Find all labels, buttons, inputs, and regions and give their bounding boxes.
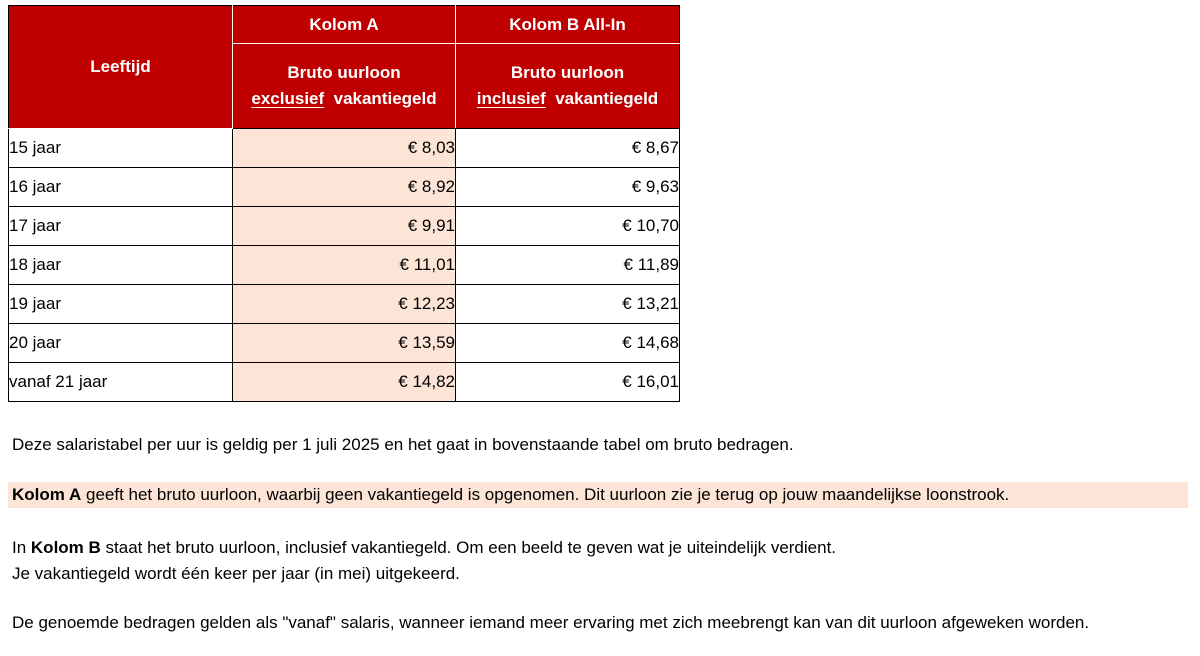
col-b-note-bold: Kolom B <box>30 538 101 557</box>
col-b-sub-rest: vakantiegeld <box>555 89 659 108</box>
col-b-cell: € 9,63 <box>456 168 680 207</box>
table-row <box>9 129 680 168</box>
col-a-cell: € 13,59 <box>233 324 456 363</box>
age-cell: 15 jaar <box>9 129 233 168</box>
col-a-cell: € 12,23 <box>233 285 456 324</box>
col-a-sub-line1: Bruto uurloon <box>287 63 401 82</box>
age-cell: 17 jaar <box>9 207 233 246</box>
col-a-sub-rest: vakantiegeld <box>333 89 437 108</box>
col-a-cell: € 14,82 <box>233 363 456 402</box>
col-a-cell: € 8,92 <box>233 168 456 207</box>
header-col-b-title: Kolom B All-In <box>456 6 680 44</box>
col-b-cell: € 16,01 <box>456 363 680 402</box>
header-col-b-subtitle <box>456 44 680 129</box>
col-b-cell: € 14,68 <box>456 324 680 363</box>
col-a-note-bold: Kolom A <box>12 485 82 504</box>
col-b-note-text: staat het bruto uurloon, inclusief vakantiegeld. Om een beeld te geven wat je uiteindelijk verdient. <box>100 538 837 557</box>
col-b-note <box>12 536 836 560</box>
table-row <box>9 285 680 324</box>
col-a-note <box>12 483 1009 507</box>
col-b-cell: € 10,70 <box>456 207 680 246</box>
from-salary-note: De genoemde bedragen gelden als "vanaf" salaris, wanneer iemand meer ervaring met zich meebrengt kan van dit uurloon afgeweken worden. <box>12 613 1090 632</box>
col-a-sub-underlined: exclusief <box>251 89 325 108</box>
table-row <box>9 363 680 402</box>
col-b-cell: € 8,67 <box>456 129 680 168</box>
header-col-a-title: Kolom A <box>233 6 456 44</box>
col-b-cell: € 11,89 <box>456 246 680 285</box>
age-cell: vanaf 21 jaar <box>9 363 233 402</box>
validity-note: Deze salaristabel per uur is geldig per 1 juli 2025 en het gaat in bovenstaande tabel om bruto bedragen. <box>12 435 794 454</box>
col-a-cell: € 9,91 <box>233 207 456 246</box>
col-a-note-text: geeft het bruto uurloon, waarbij geen vakantiegeld is opgenomen. Dit uurloon zie je terug op jouw maandelijkse loonstrook. <box>81 485 1010 504</box>
col-b-sub-line1: Bruto uurloon <box>510 63 625 82</box>
table-row <box>9 207 680 246</box>
table-header-row <box>9 6 680 44</box>
age-cell: 20 jaar <box>9 324 233 363</box>
header-age: Leeftijd <box>9 6 233 129</box>
table-row <box>9 168 680 207</box>
col-b-cell: € 13,21 <box>456 285 680 324</box>
col-a-cell: € 11,01 <box>233 246 456 285</box>
col-a-cell: € 8,03 <box>233 129 456 168</box>
salary-table <box>8 5 680 402</box>
holiday-pay-note: Je vakantiegeld wordt één keer per jaar (in mei) uitgekeerd. <box>12 564 460 583</box>
table-row <box>9 324 680 363</box>
age-cell: 18 jaar <box>9 246 233 285</box>
age-cell: 19 jaar <box>9 285 233 324</box>
col-b-sub-underlined: inclusief <box>476 89 546 108</box>
header-col-a-subtitle <box>233 44 456 129</box>
col-b-note-prefix: In <box>12 538 31 557</box>
age-cell: 16 jaar <box>9 168 233 207</box>
table-row <box>9 246 680 285</box>
